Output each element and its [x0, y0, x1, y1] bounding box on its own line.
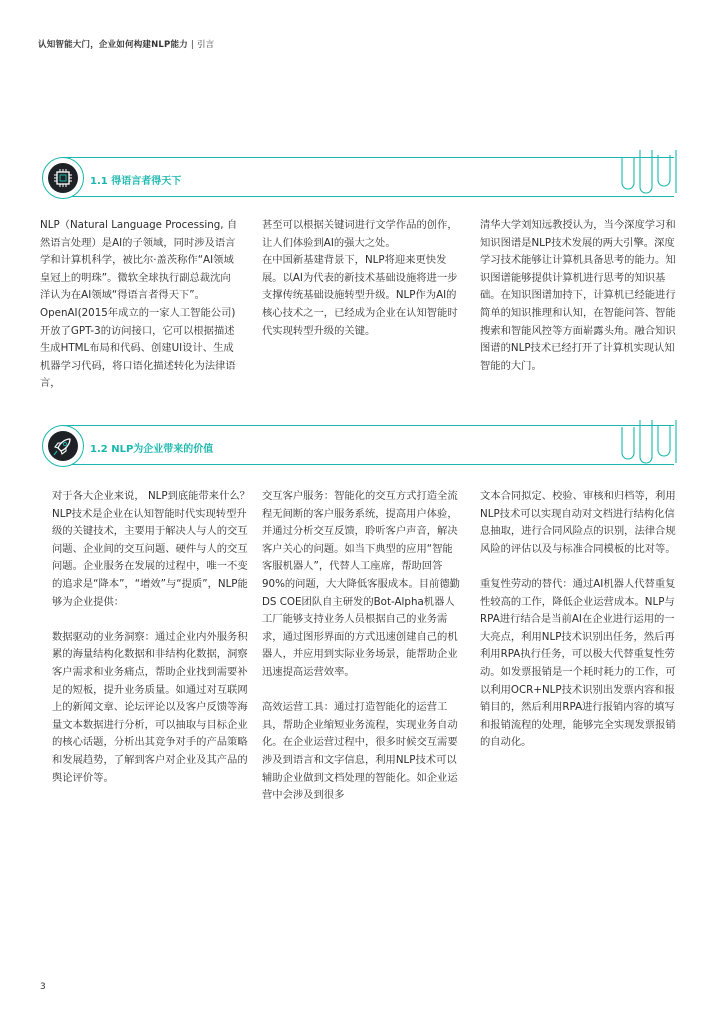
section-2-decoration	[612, 395, 687, 470]
paragraph: 重复性劳动的替代：通过AI机器人代替重复性较高的工作，降低企业运营成本。NLP与RPA进行结合是当前AI在企业进行运用的一大亮点，利用NLP技术识别出任务，然后再利用RPA执行任务，可以极大代替重复性劳动。如发票报销是一个耗时耗力的工作，可以利用OCR+NLP技术识别出发票内容和报销目的，然后利用RPA进行报销内容的填写和报销流程的处理，能够完全实现发票报销的自动化。	[480, 577, 676, 749]
section-2-icon-badge	[42, 425, 84, 467]
section-1-top-rule	[62, 157, 674, 158]
section-2-title: 1.2 NLP为企业带来的价值	[90, 444, 214, 455]
section-2-column-1	[52, 488, 250, 787]
header-title: 认知智能大门，企业如何构建NLP能力	[38, 40, 188, 50]
paragraph: 对于各大企业来说， NLP到底能带来什么？NLP技术是企业在认知智能时代实现转型升级的关键技术，主要用于解决人与人的交互问题、企业间的交互问题、硬件与人的交互问题。企业服务在发展的过程中，唯一不变的追求是“降本”，“增效”与“提质”，NLP能够为企业提供：	[52, 490, 250, 608]
header-section: 引言	[196, 40, 215, 50]
running-header	[38, 38, 214, 50]
section-2-column-3	[480, 488, 680, 752]
section-1-decoration	[612, 125, 687, 200]
section-2-bottom-rule	[62, 464, 674, 465]
rocket-icon	[43, 426, 83, 466]
paragraph: 甚至可以根据关键词进行文学作品的创作，让人们体验到AI的强大之处。	[262, 219, 458, 249]
section-2-top-rule	[62, 425, 674, 426]
section-1-title: 1.1 得语言者得天下	[90, 176, 182, 187]
paragraph: 数据驱动的业务洞察：通过企业内外服务积累的海量结构化数据和非结构化数据，洞察客户需求和业务痛点，帮助企业找到需要补足的短板，提升业务质量。如通过对互联网上的新闻文章、论坛评论以及客户反馈等海量文本数据进行分析，可以抽取与目标企业的核心话题，分析出其竞争对手的产品策略和发展趋势，了解到客户对企业及其产品的舆论评价等。	[52, 630, 248, 784]
section-1-bottom-rule	[62, 196, 674, 197]
section-1-column-3	[480, 217, 680, 375]
section-2-column-2	[262, 488, 460, 805]
paragraph: 高效运营工具：通过打造智能化的运营工具，帮助企业缩短业务流程，实现业务自动化。在企业运营过程中，很多时候交互需要涉及到语言和文字信息，利用NLP技术可以辅助企业做到文档处理的智能化。如企业运营中会涉及到很多	[262, 701, 458, 802]
paragraph: 交互客户服务：智能化的交互方式打造全流程无间断的客户服务系统，提高用户体验，并通过分析交互反馈，聆听客户声音，解决客户关心的问题。如当下典型的应用“智能客服机器人”，代替人工座席，帮助回答90%的问题，大大降低客服成本。目前德勤DS COE团队自主研发的Bot-Alpha机器人工厂能够支持业务人员根据自己的业务需求，通过图形界面的方式迅速创建自己的机器人，并应用到实际业务场景，能帮助企业迅速提高运营效率。	[262, 490, 460, 678]
section-1-column-2	[262, 217, 460, 340]
section-1-icon-badge	[42, 157, 84, 199]
paragraph: 在中国新基建背景下，NLP将迎来更快发展。以AI为代表的新技术基础设施将进一步支撑传统基础设施转型升级。NLP作为AI的核心技术之一，已经成为企业在认知智能时代实现转型升级的关键。	[262, 254, 458, 337]
paragraph: 文本合同拟定、校验、审核和归档等，利用NLP技术可以实现自动对文档进行结构化信息抽取，进行合同风险点的识别，法律合规风险的评估以及与标准合同模板的比对等。	[480, 490, 676, 555]
paragraph: NLP（Natural Language Processing, 自然语言处理）是AI的子领域，同时涉及语言学和计算机科学，被比尔·盖茨称作“AI领域皇冠上的明珠”。微软全球执行副总裁沈向洋认为在AI领域“得语言者得天下”。OpenAI(2015年成立的一家人工智能公司)开放了GPT-3的访问接口，它可以根据描述生成HTML布局和代码、创建UI设计、生成机器学习代码，将口语化描述转化为法律语言，	[40, 219, 238, 390]
paragraph: 清华大学刘知远教授认为，当今深度学习和知识图谱是NLP技术发展的两大引擎。深度学习技术能够让计算机具备思考的能力。知识图谱能够提供计算机进行思考的知识基础。在知识图谱加持下，计算机已经能进行简单的知识推理和认知，在智能问答、智能搜索和智能风控等方面崭露头角。融合知识图谱的NLP技术已经打开了计算机实现认知智能的大门。	[480, 219, 676, 372]
chip-icon	[43, 158, 83, 198]
section-1-column-1	[40, 217, 240, 393]
page-number: 3	[40, 982, 46, 992]
header-separator: |	[190, 40, 194, 50]
